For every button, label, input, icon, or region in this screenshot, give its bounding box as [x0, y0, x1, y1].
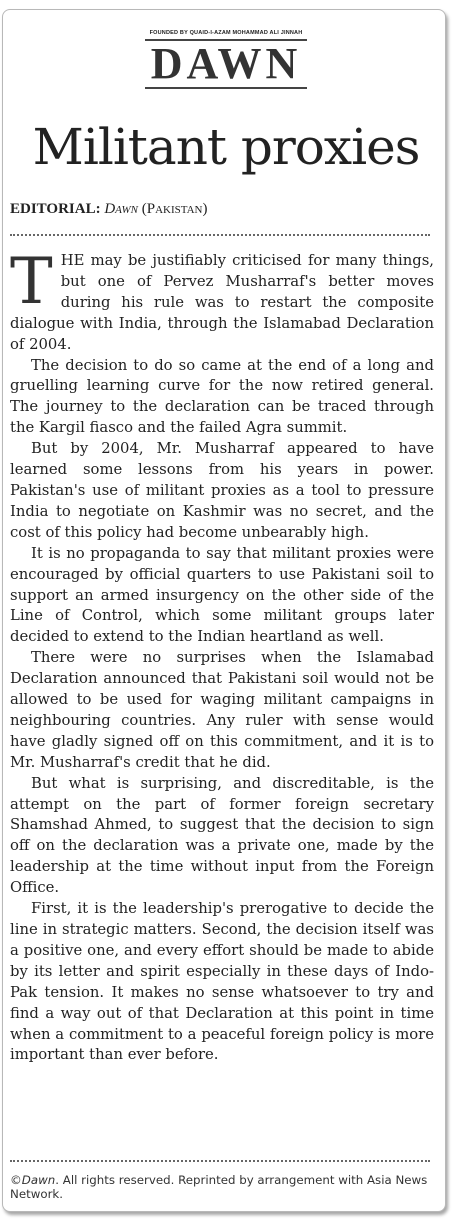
paragraph-7: First, it is the leadership's prerogative to decide the line in strategic matters. Second, the decision itself was a positive one, and every effort should be made to abide by its letter and spirit especially in these days of Indo-Pak tension. It makes no sense whatsoever to try and find a way out of that Declaration at this point in time when a commitment to a peaceful foreign policy is more important than ever before.	[10, 900, 434, 1064]
headline: Militant proxies	[32, 118, 420, 176]
credit-source: Dawn	[21, 1173, 56, 1187]
article-body	[10, 245, 434, 1066]
credit-text: . All rights reserved. Reprinted by arrangement with Asia News Network.	[10, 1173, 428, 1201]
byline-paper: Dawn	[104, 201, 138, 217]
copyright-credit: ©Dawn. All rights reserved. Reprinted by arrangement with Asia News Network.	[10, 1173, 428, 1201]
paragraph-1: THE may be justifiably criticised for many things, but one of Pervez Musharraf's better moves during his rule was to restart the composite dialogue with India, through the Islamabad Declaration of 2004.	[10, 245, 434, 353]
paragraph-4: It is no propaganda to say that militant proxies were encouraged by official quarters to use Pakistani soil to support an armed insurgency on the other side of the Line of Control, which some militant groups later decided to extend to the Indian heartland as well.	[10, 544, 434, 646]
paragraph-6: But what is surprising, and discreditable, is the attempt on the part of former foreign secretary Shamshad Ahmed, to suggest that the decision to sign off on the declaration was a private one, made by the leadership at the time without input from the Foreign Office.	[10, 774, 434, 897]
top-dotted-divider	[10, 234, 430, 236]
founded-tagline: FOUNDED BY QUAID-I-AZAM MOHAMMAD ALI JINNAH	[149, 30, 303, 36]
byline-country: (Pakistan)	[141, 201, 208, 217]
byline-label: EDITORIAL:	[10, 201, 101, 217]
paragraph-5: There were no surprises when the Islamabad Declaration announced that Pakistani soil would not be allowed to be used for waging militant campaigns in neighbouring countries. Any ruler with sense would have gladly signed off on this commitment, and it is to Mr. Musharraf's credit that he did.	[10, 649, 434, 771]
bottom-dotted-divider	[10, 1160, 430, 1162]
paragraph-3: But by 2004, Mr. Musharraf appeared to have learned some lessons from his years in power. Pakistan's use of militant proxies as a tool to pressure India to negotiate on Kashmir was no secret, and the cost of this policy had become unbearably high.	[10, 440, 434, 541]
byline	[10, 201, 207, 218]
paragraph-2: The decision to do so came at the end of a long and gruelling learning curve for the now retired general. The journey to the declaration can be traced through the Kargil fiasco and the failed Agra summit.	[10, 356, 434, 437]
masthead	[0, 30, 452, 89]
drop-cap: T	[10, 245, 53, 319]
dawn-logo: DAWN	[145, 39, 307, 89]
